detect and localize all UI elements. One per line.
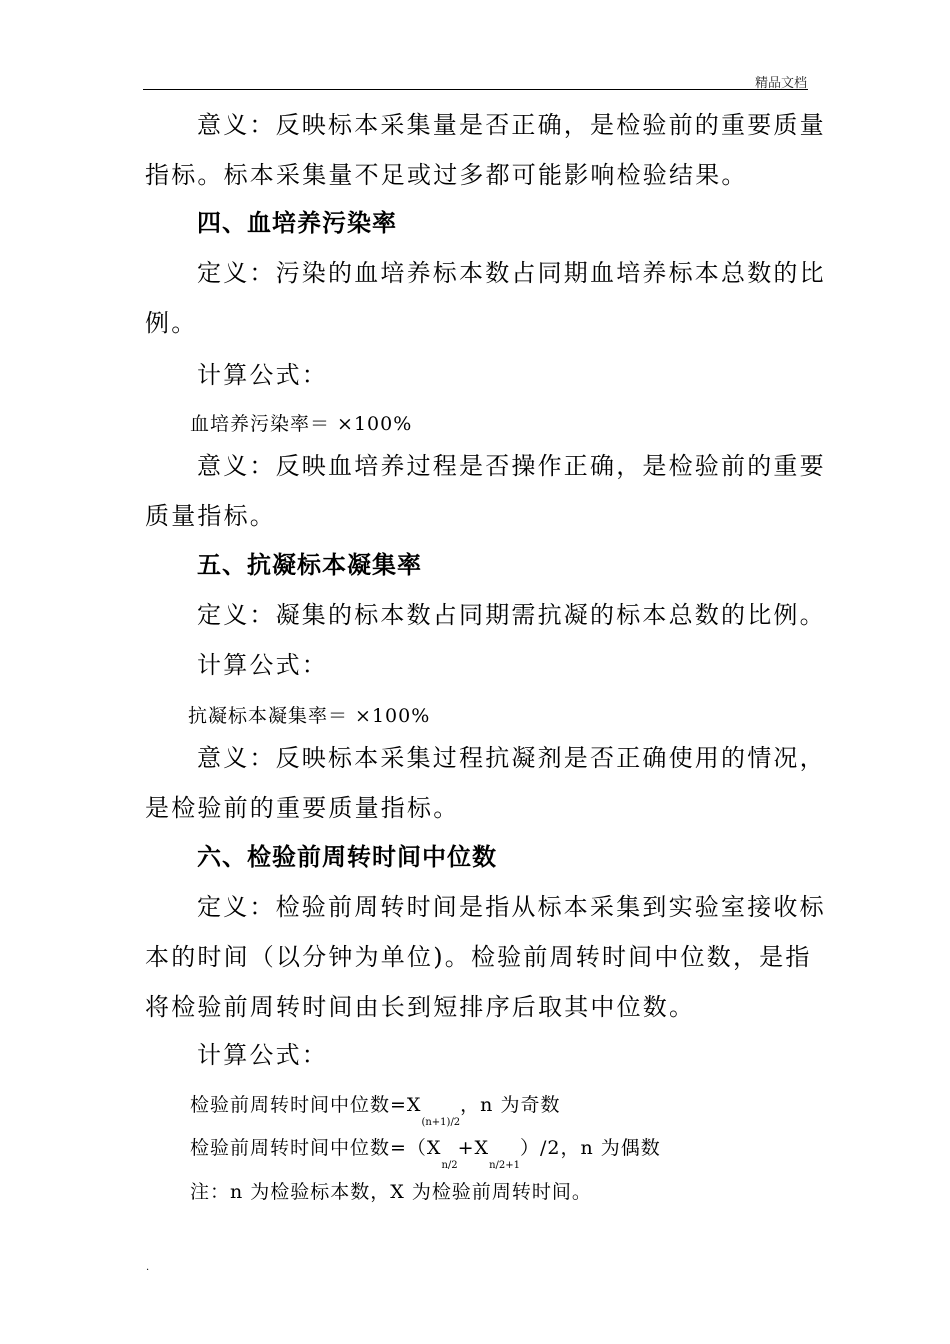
- formula-text: ）/2，n 为偶数: [520, 1137, 661, 1159]
- section-5: [145, 540, 810, 590]
- formula-text: +X: [457, 1137, 490, 1159]
- meaning-line: 意义：反映血培养过程是否操作正确，是检验前的重要: [197, 452, 826, 480]
- definition-line: 定义：检验前周转时间是指从标本采集到实验室接收标: [197, 893, 826, 921]
- section-4-formula: [145, 404, 810, 444]
- meaning-line: 意义：反映标本采集过程抗凝剂是否正确使用的情况，: [197, 744, 826, 772]
- formula-odd: [145, 1085, 810, 1129]
- formula-subscript: n/2+1: [489, 1160, 520, 1171]
- section-6-definition: [145, 882, 826, 1032]
- calc-label: 计算公式：: [197, 651, 328, 679]
- formula-subscript: (n+1)/2: [421, 1117, 461, 1128]
- meaning-line: 指标。标本采集量不足或过多都可能影响检验结果。: [145, 161, 748, 189]
- definition-line: 定义：凝集的标本数占同期需抗凝的标本总数的比例。: [197, 601, 826, 629]
- section-4-definition: [145, 248, 826, 348]
- section-6-calc: [145, 1030, 810, 1080]
- footer-mark: .: [146, 1262, 150, 1273]
- formula: 抗凝标本凝集率＝ ×100%: [188, 705, 431, 727]
- calc-label: 计算公式：: [197, 1041, 328, 1069]
- definition-line: 本的时间（以分钟为单位)。检验前周转时间中位数，是指: [145, 943, 812, 971]
- formula-text: ，n 为奇数: [460, 1094, 561, 1116]
- section-4: [145, 198, 810, 248]
- section-5-meaning: [145, 733, 826, 833]
- section-heading: 四、血培养污染率: [197, 209, 397, 237]
- definition-line: 例。: [145, 309, 198, 337]
- note: 注：n 为检验标本数，X 为检验前周转时间。: [190, 1181, 592, 1203]
- meaning-line: 质量指标。: [145, 502, 276, 530]
- section-6-formula-even: [145, 1128, 810, 1172]
- section-heading: 五、抗凝标本凝集率: [197, 551, 422, 579]
- section-6-note: [145, 1172, 810, 1212]
- formula-subscript: n/2: [441, 1160, 458, 1171]
- header-label: 精品文档: [754, 76, 807, 91]
- section-4-meaning: [145, 441, 826, 541]
- formula: 血培养污染率＝ ×100%: [190, 413, 413, 435]
- calc-label: 计算公式：: [197, 361, 328, 389]
- section-6-formula-odd: [145, 1085, 810, 1129]
- definition-line: 定义：污染的血培养标本数占同期血培养标本总数的比: [197, 259, 826, 287]
- section-4-calc: [145, 350, 810, 400]
- section-3-tail: [145, 100, 826, 200]
- formula-text: 检验前周转时间中位数=X: [190, 1094, 422, 1116]
- section-5-definition: [145, 590, 826, 640]
- meaning-line: 意义：反映标本采集量是否正确，是检验前的重要质量: [197, 111, 826, 139]
- section-5-formula: [145, 696, 810, 736]
- formula-text: 检验前周转时间中位数=（X: [190, 1137, 442, 1159]
- definition-line: 将检验前周转时间由长到短排序后取其中位数。: [145, 993, 696, 1021]
- meaning-line: 是检验前的重要质量指标。: [145, 794, 460, 822]
- section-5-calc: [145, 640, 810, 690]
- header-rule: [143, 89, 808, 90]
- formula-even: [145, 1128, 810, 1172]
- section-heading: 六、检验前周转时间中位数: [197, 843, 497, 871]
- section-6: [145, 832, 810, 882]
